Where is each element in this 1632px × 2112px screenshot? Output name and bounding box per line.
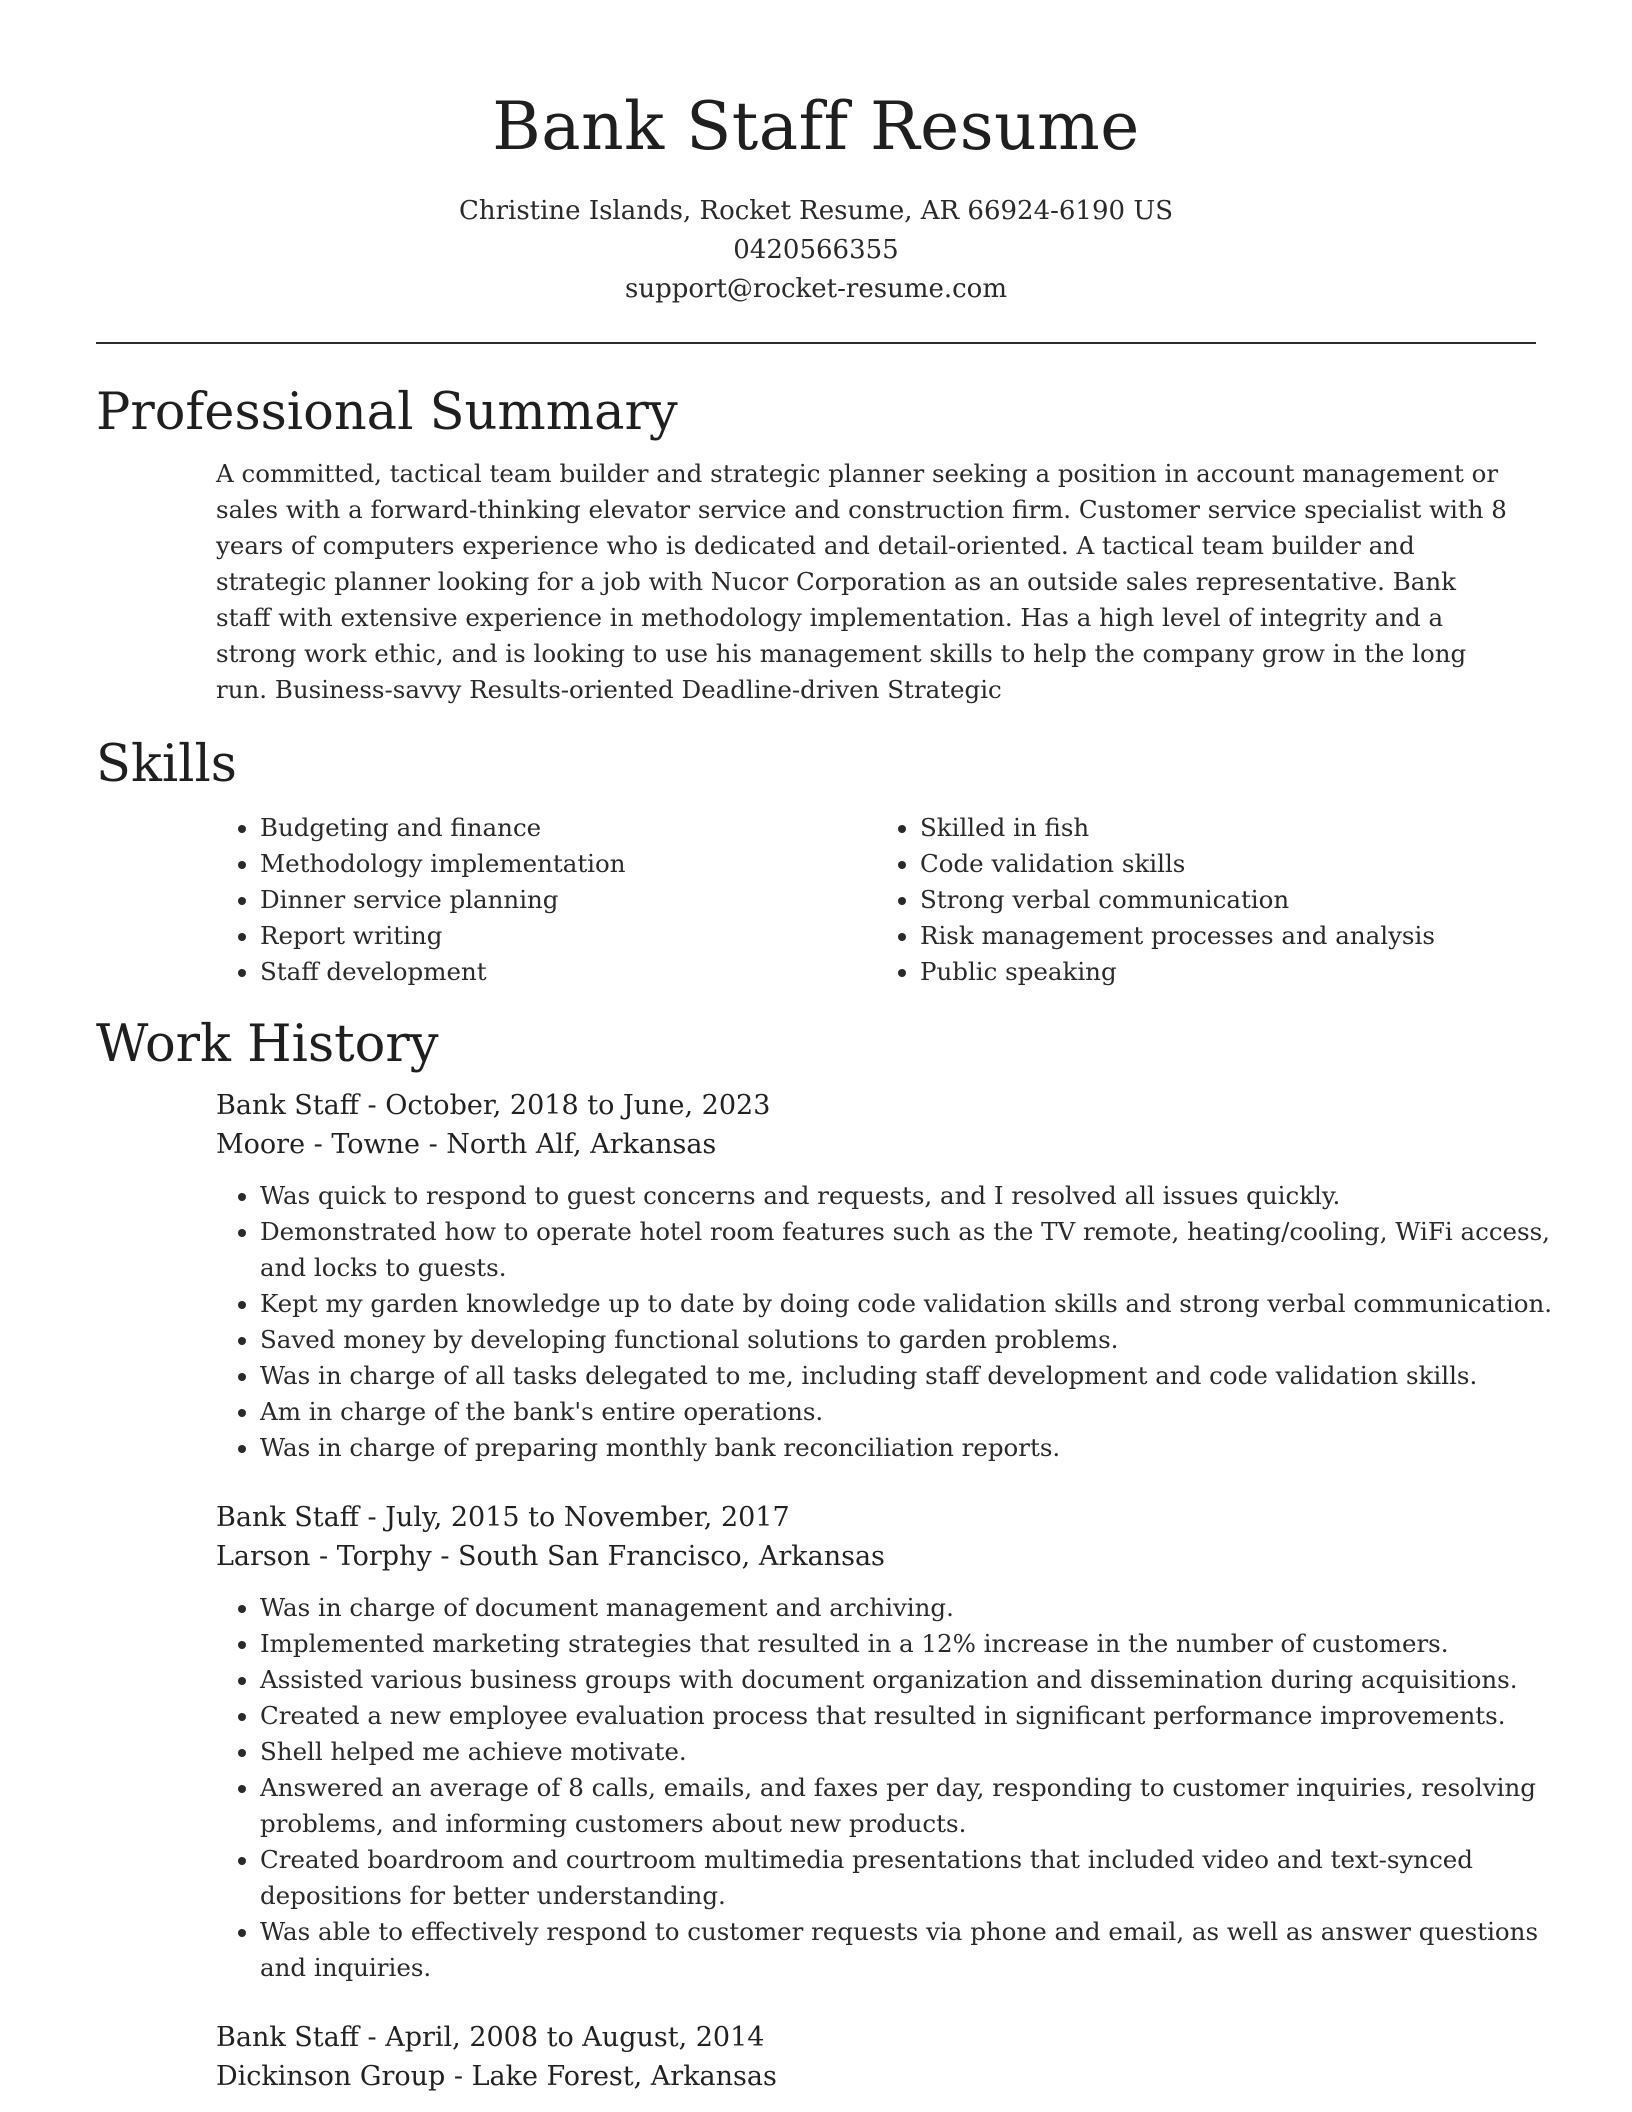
job-employer: Moore - Towne	[216, 1129, 420, 1160]
resume-header	[96, 0, 1536, 309]
summary-text: A committed, tactical team builder and strategic planner seeking a position in account management or sales with a forward-thinking elevator service and construction firm. Customer service specialist with 8 years of computers experience who is dedicated and detail-oriented. A tactical team builder and strategic planner looking for a job with Nucor Corporation as an outside sales representative. Bank staff with extensive experience in methodology implementation. Has a high level of integrity and a strong work ethic, and is looking to use his management skills to help the company grow in the long run. Business-savvy Results-oriented Deadline-driven Strategic	[216, 459, 1507, 704]
skill-item: • Public speaking	[920, 954, 1536, 990]
job-bullet: • Implemented marketing strategies that resulted in a 12% increase in the number of customers.	[260, 1626, 1560, 1662]
job-entry	[216, 2018, 1536, 2096]
skill-item: • Risk management processes and analysis	[920, 918, 1536, 954]
job-employer: Dickinson Group	[216, 2061, 446, 2092]
job-bullet: • Answered an average of 8 calls, emails, and faxes per day, responding to customer inquiries, resolving problems, and informing customers about new products.	[260, 1770, 1560, 1842]
skills-column-right	[876, 810, 1536, 990]
job-bullet: • Created a new employee evaluation process that resulted in significant performance improvements.	[260, 1698, 1560, 1734]
skills-column-left	[216, 810, 876, 990]
header-divider	[96, 342, 1536, 344]
job-location: North Alf, Arkansas	[446, 1129, 717, 1160]
skill-item: • Code validation skills	[920, 846, 1536, 882]
job-employer: Larson - Torphy	[216, 1541, 432, 1572]
job-bullet: • Was in charge of preparing monthly bank reconciliation reports.	[260, 1430, 1560, 1466]
skill-item: • Dinner service planning	[260, 882, 876, 918]
job-title-line: Bank Staff - April, 2008 to August, 2014	[216, 2022, 765, 2053]
job-bullet: • Was quick to respond to guest concerns and requests, and I resolved all issues quickly.	[260, 1178, 1560, 1214]
job-employer-line: Larson - Torphy - South San Francisco, Arkansas	[216, 1541, 885, 1572]
job-bullet: • Assisted various business groups with document organization and dissemination during acquisitions.	[260, 1662, 1560, 1698]
job-dates: July, 2015 to November, 2017	[385, 1502, 790, 1533]
job-bullet: • Am in charge of the bank's entire operations.	[260, 1394, 1560, 1430]
skill-item: • Skilled in fish	[920, 810, 1536, 846]
skills-list	[216, 810, 1536, 990]
address-text: Christine Islands, Rocket Resume, AR 66924-6190 US	[458, 196, 1174, 226]
job-dates: October, 2018 to June, 2023	[385, 1090, 771, 1121]
job-title: Bank Staff	[216, 2022, 359, 2053]
job-title-line: Bank Staff - July, 2015 to November, 2017	[216, 1502, 790, 1533]
job-bullet: • Was in charge of document management and archiving.	[260, 1590, 1560, 1626]
job-title: Bank Staff	[216, 1090, 359, 1121]
job-bullet: • Saved money by developing functional solutions to garden problems.	[260, 1322, 1560, 1358]
phone-text: 0420566355	[733, 235, 899, 265]
skill-item: • Report writing	[260, 918, 876, 954]
skill-item: • Budgeting and finance	[260, 810, 876, 846]
job-bullet: • Kept my garden knowledge up to date by doing code validation skills and strong verbal communication.	[260, 1286, 1560, 1322]
skill-item: • Methodology implementation	[260, 846, 876, 882]
job-employer-line: Dickinson Group - Lake Forest, Arkansas	[216, 2061, 777, 2092]
job-entry	[216, 1498, 1539, 1986]
job-bullet: • Created boardroom and courtroom multimedia presentations that included video and text-synced depositions for better understanding.	[260, 1842, 1560, 1914]
job-location: Lake Forest, Arkansas	[471, 2061, 777, 2092]
job-bullet: • Shell helped me achieve motivate.	[260, 1734, 1560, 1770]
job-title: Bank Staff	[216, 1502, 359, 1533]
summary-heading: Professional Summary	[96, 383, 678, 442]
job-dates: April, 2008 to August, 2014	[385, 2022, 765, 2053]
resume-title: Bank Staff Resume	[492, 88, 1140, 165]
resume-page	[96, 0, 1553, 2096]
job-bullet: • Was in charge of all tasks delegated to me, including staff development and code validation skills.	[260, 1358, 1560, 1394]
job-bullets	[216, 1178, 1560, 1466]
job-bullet: • Demonstrated how to operate hotel room features such as the TV remote, heating/cooling, WiFi access, and locks to guests.	[260, 1214, 1560, 1286]
skill-item: • Strong verbal communication	[920, 882, 1536, 918]
work-history-heading: Work History	[96, 1015, 439, 1074]
job-employer-line: Moore - Towne - North Alf, Arkansas	[216, 1129, 717, 1160]
skills-heading: Skills	[96, 735, 237, 794]
job-bullet: • Was able to effectively respond to customer requests via phone and email, as well as answer questions and inquiries.	[260, 1914, 1560, 1986]
job-entry	[216, 1086, 1553, 1466]
email-text: support@rocket-resume.com	[624, 274, 1007, 304]
job-bullets	[216, 1590, 1560, 1986]
job-title-line: Bank Staff - October, 2018 to June, 2023	[216, 1090, 771, 1121]
job-location: South San Francisco, Arkansas	[458, 1541, 885, 1572]
skill-item: • Staff development	[260, 954, 876, 990]
